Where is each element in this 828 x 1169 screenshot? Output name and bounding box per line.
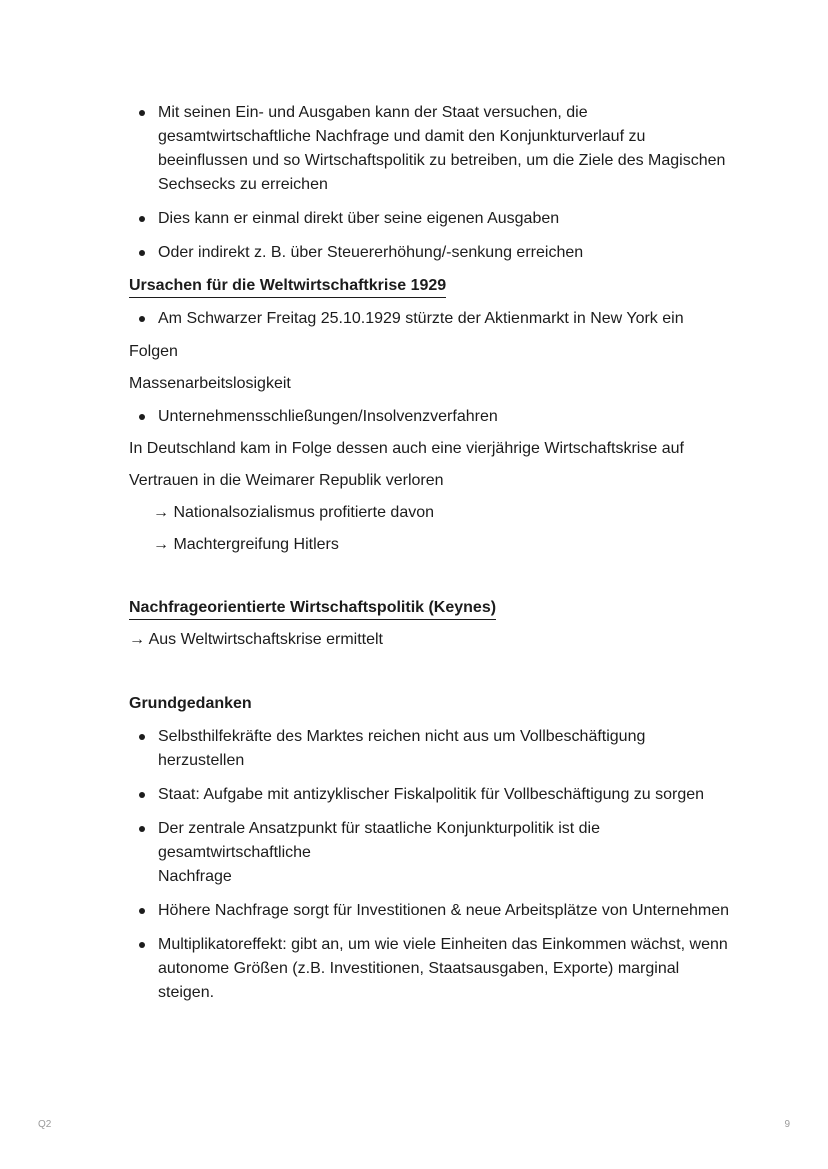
section-grundgedanken-heading: Grundgedanken bbox=[129, 695, 252, 712]
list-item-text: Dies kann er einmal direkt über seine eigenen Ausgaben bbox=[158, 210, 560, 227]
section-causes-heading-wrap bbox=[129, 274, 729, 298]
list-item-text: Selbsthilfekräfte des Marktes reichen nicht aus um Vollbeschäftigung herzustellen bbox=[158, 728, 646, 769]
trust-text: Vertrauen in die Weimarer Republik verloren bbox=[129, 472, 444, 489]
list-item bbox=[129, 101, 729, 197]
list-item bbox=[129, 405, 729, 429]
arrow-nationalsozialismus: → Nationalsozialismus profitierte davon bbox=[153, 504, 435, 521]
arrow-machtergreifung: → Machtergreifung Hitlers bbox=[153, 536, 339, 553]
list-item bbox=[129, 207, 729, 231]
folgen-label: Folgen bbox=[129, 343, 178, 360]
list-item-text: Multiplikatoreffekt: gibt an, um wie viele Einheiten das Einkommen wächst, wenn autonome Größen (z.B. Investitionen, Staatsausgaben, Exporte) marginal steigen. bbox=[158, 936, 728, 1001]
section-keynes-heading: Nachfrageorientierte Wirtschaftspolitik (Keynes) bbox=[129, 597, 496, 620]
germany-text: In Deutschland kam in Folge dessen auch eine vierjährige Wirtschaftskrise auf bbox=[129, 440, 684, 457]
list-item bbox=[129, 817, 729, 889]
list-item bbox=[129, 241, 729, 265]
causes-bullet-list bbox=[129, 307, 729, 331]
list-item-text: Staat: Aufgabe mit antizyklischer Fiskalpolitik für Vollbeschäftigung zu sorgen bbox=[158, 786, 705, 803]
list-item bbox=[129, 725, 729, 773]
section-causes-heading: Ursachen für die Weltwirtschaftkrise 1929 bbox=[129, 275, 446, 298]
list-item bbox=[129, 899, 729, 923]
consequences-bullet-list bbox=[129, 405, 729, 429]
list-item bbox=[129, 933, 729, 1005]
list-item-text: Unternehmensschließungen/Insolvenzverfahren bbox=[158, 408, 498, 425]
footer-left-label: Q2 bbox=[38, 1119, 52, 1130]
list-item-text: Oder indirekt z. B. über Steuererhöhung/-senkung erreichen bbox=[158, 244, 584, 261]
list-item-text: Mit seinen Ein- und Ausgaben kann der Staat versuchen, die gesamtwirtschaftliche Nachfrage und damit den Konjunkturverlauf zu beeinflussen und so Wirtschaftspolitik zu betreiben, um die Ziele des Magischen Sechsecks zu erreichen bbox=[158, 104, 726, 193]
section-keynes-heading-wrap bbox=[129, 596, 729, 620]
grundgedanken-bullet-list bbox=[129, 725, 729, 1005]
list-item-continuation: Nachfrage bbox=[158, 868, 232, 885]
document-body bbox=[129, 101, 729, 1005]
massen-text: Massenarbeitslosigkeit bbox=[129, 375, 291, 392]
section-grundgedanken-heading-wrap bbox=[129, 692, 729, 716]
list-item-text: Der zentrale Ansatzpunkt für staatliche Konjunkturpolitik ist die gesamtwirtschaftliche bbox=[158, 820, 601, 861]
page-number: 9 bbox=[784, 1119, 790, 1130]
list-item-text: Höhere Nachfrage sorgt für Investitionen & neue Arbeitsplätze von Unternehmen bbox=[158, 902, 729, 919]
list-item-text: Am Schwarzer Freitag 25.10.1929 stürzte der Aktienmarkt in New York ein bbox=[158, 310, 684, 327]
list-item bbox=[129, 307, 729, 331]
keynes-arrow-text: → Aus Weltwirtschaftskrise ermittelt bbox=[129, 631, 383, 648]
intro-bullet-list bbox=[129, 101, 729, 265]
list-item bbox=[129, 783, 729, 807]
